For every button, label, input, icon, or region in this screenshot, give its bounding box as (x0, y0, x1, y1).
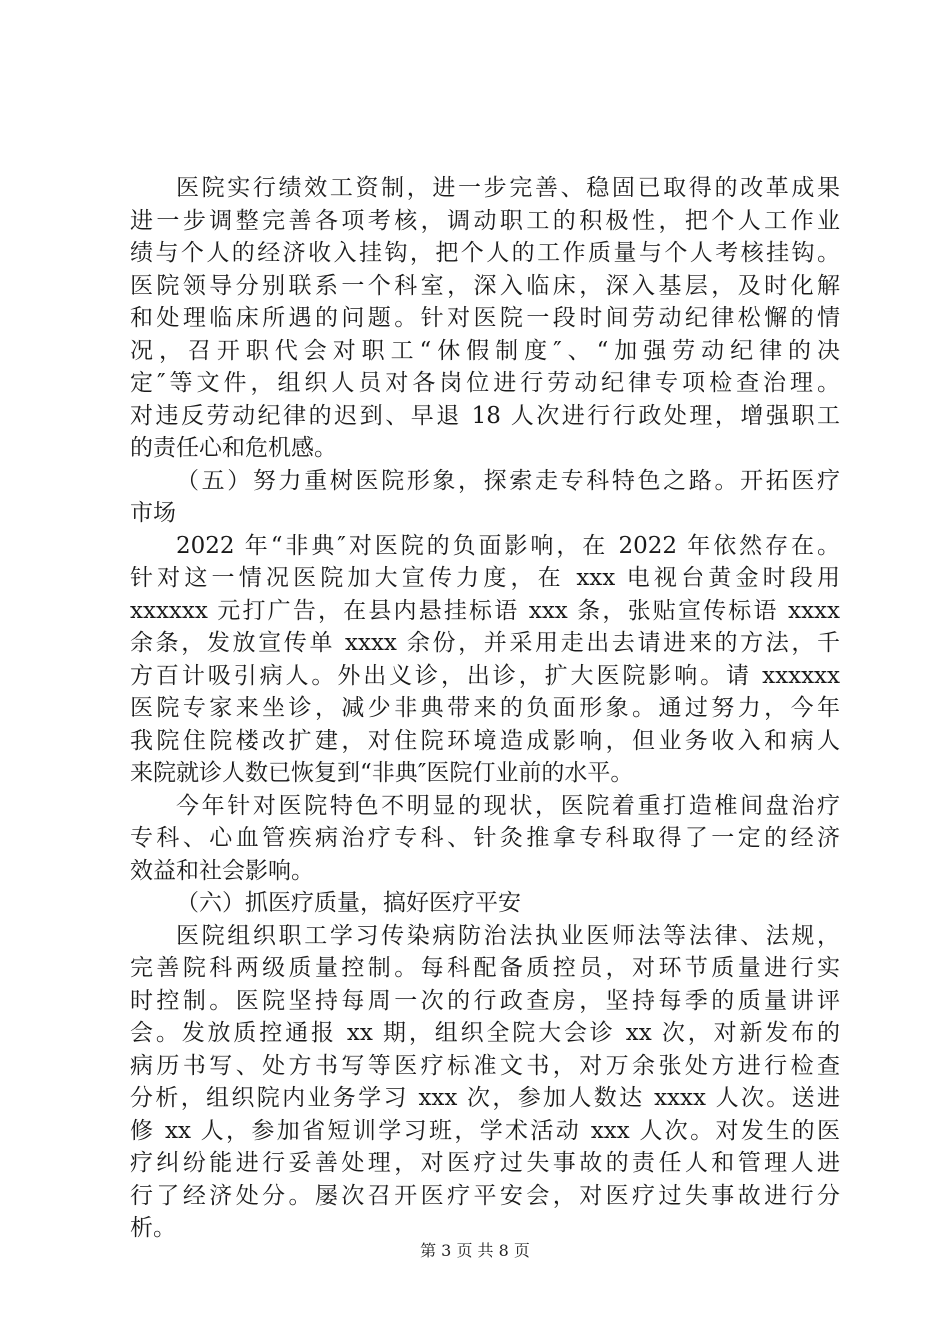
text-line: 疗纠纷能进行妥善处理，对医疗过失事故的责任人和管理人进 (130, 1150, 840, 1176)
text-line: （五）努力重树医院形象，探索走专科特色之路。开拓医疗 (176, 467, 840, 494)
text-line: 医院专家来坐诊，减少非典带来的负面形象。通过努力，今年 (130, 695, 840, 721)
text-line: 完善院科两级质量控制。每科配备质控员，对环节质量进行实 (130, 955, 840, 981)
text-line: 针对这一情况医院加大宣传力度，在 xxx 电视台黄金时段用 (130, 565, 840, 591)
text-line: 来院就诊人数已恢复到“非典″医院仃业前的水平。 (130, 760, 634, 786)
text-line: 行了经济处分。屡次召开医疗平安会，对医疗过失事故进行分 (130, 1182, 840, 1209)
text-line: 病历书写、处方书写等医疗标准文书，对万余张处方进行检查 (130, 1052, 840, 1079)
section-heading (130, 887, 840, 920)
text-line: 医院实行绩效工资制，进一步完善、稳固已取得的改革成果 (176, 175, 840, 201)
page-footer: 第 3 页 共 8 页 (420, 1241, 530, 1260)
text-line: 市场 (130, 500, 176, 526)
text-line: （六）抓医疗质量，搞好医疗平安 (176, 890, 521, 916)
text-line: 况，召开职代会对职工“休假制度″、“加强劳动纪律的决 (130, 337, 840, 364)
text-line: 分析，组织院内业务学习 xxx 次，参加人数达 xxxx 人次。送进 (130, 1085, 840, 1111)
document-body (130, 172, 840, 1245)
text-line: 的责任心和危机感。 (130, 435, 337, 461)
text-line: 定″等文件，组织人员对各岗位进行劳动纪律专项检查治理。 (130, 370, 840, 396)
paragraph (130, 790, 840, 888)
text-line: 专科、心血管疾病治疗专科、针灸推拿专科取得了一定的经济 (130, 825, 840, 851)
text-line: 医院领导分别联系一个科室，深入临床，深入基层，及时化解 (130, 272, 840, 299)
text-line: 余条，发放宣传单 xxxx 余份，并采用走出去请进来的方法，千 (130, 630, 840, 656)
text-line: 进一步调整完善各项考核，调动职工的积极性，把个人工作业 (130, 207, 840, 234)
section-heading (130, 465, 840, 530)
text-line: 和处理临床所遇的问题。针对医院一段时间劳动纪律松懈的情 (130, 305, 840, 331)
text-line: 2022 年“非典″对医院的负面影响，在 2022 年依然存在。 (176, 532, 840, 559)
text-line: 医院组织职工学习传染病防治法执业医师法等法律、法规， (176, 922, 840, 949)
text-line: 会。发放质控通报 xx 期，组织全院大会诊 xx 次，对新发布的 (130, 1020, 840, 1046)
text-line: xxxxxx 元打广告，在县内悬挂标语 xxx 条，张贴宣传标语 xxxx (130, 597, 840, 624)
text-line: 我院住院楼改扩建，对住院环境造成影响，但业务收入和病人 (130, 727, 840, 754)
text-line: 绩与个人的经济收入挂钩，把个人的工作质量与个人考核挂钩。 (130, 240, 840, 266)
paragraph (130, 920, 840, 1245)
paragraph (130, 530, 840, 790)
text-line: 析。 (130, 1215, 176, 1241)
text-line: 时控制。医院坚持每周一次的行政查房，坚持每季的质量讲评 (130, 987, 840, 1014)
text-line: 效益和社会影响。 (130, 857, 314, 884)
text-line: 修 xx 人，参加省短训学习班，学术活动 xxx 人次。对发生的医 (130, 1117, 840, 1144)
text-line: 方百计吸引病人。外出义诊，出诊，扩大医院影响。请 xxxxxx (130, 662, 840, 689)
paragraph (130, 172, 840, 465)
text-line: 今年针对医院特色不明显的现状，医院着重打造椎间盘治疗 (176, 792, 840, 819)
text-line: 对违反劳动纪律的迟到、早退 18 人次进行行政处理，增强职工 (130, 402, 840, 429)
